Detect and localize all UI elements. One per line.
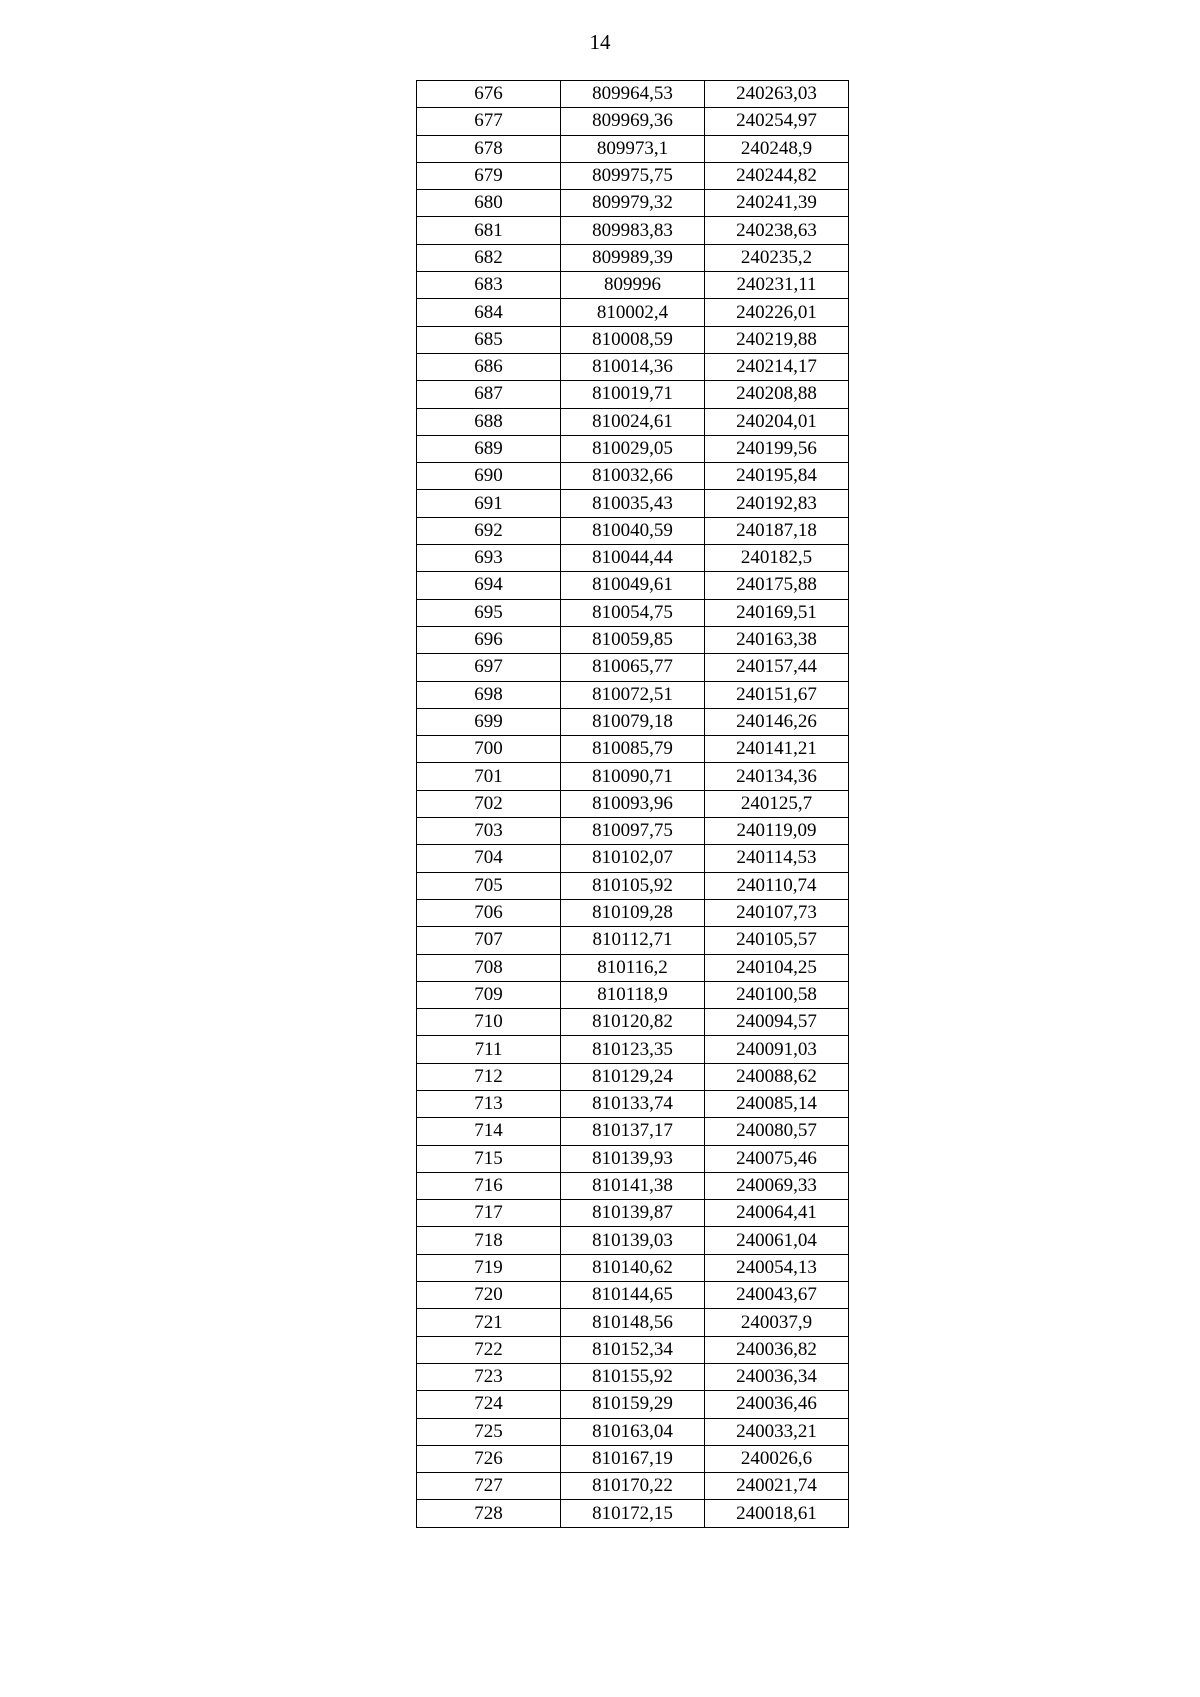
- table-row: [417, 217, 849, 244]
- point-number-cell: 696: [417, 626, 561, 653]
- table-row: [417, 1418, 849, 1445]
- point-number-cell: 708: [417, 954, 561, 981]
- table-row: [417, 517, 849, 544]
- y-coordinate-cell: 240061,04: [705, 1227, 849, 1254]
- y-coordinate-cell: 240036,82: [705, 1336, 849, 1363]
- table-row: [417, 954, 849, 981]
- point-number-cell: 701: [417, 763, 561, 790]
- y-coordinate-cell: 240231,11: [705, 272, 849, 299]
- x-coordinate-cell: 809989,39: [561, 244, 705, 271]
- y-coordinate-cell: 240226,01: [705, 299, 849, 326]
- y-coordinate-cell: 240043,67: [705, 1282, 849, 1309]
- y-coordinate-cell: 240125,7: [705, 790, 849, 817]
- point-number-cell: 719: [417, 1254, 561, 1281]
- y-coordinate-cell: 240244,82: [705, 162, 849, 189]
- x-coordinate-cell: 810139,93: [561, 1145, 705, 1172]
- x-coordinate-cell: 809979,32: [561, 190, 705, 217]
- point-number-cell: 721: [417, 1309, 561, 1336]
- table-row: [417, 190, 849, 217]
- y-coordinate-cell: 240036,46: [705, 1391, 849, 1418]
- point-number-cell: 717: [417, 1200, 561, 1227]
- table-row: [417, 1200, 849, 1227]
- point-number-cell: 695: [417, 599, 561, 626]
- point-number-cell: 678: [417, 135, 561, 162]
- y-coordinate-cell: 240037,9: [705, 1309, 849, 1336]
- point-number-cell: 693: [417, 545, 561, 572]
- x-coordinate-cell: 810024,61: [561, 408, 705, 435]
- x-coordinate-cell: 810120,82: [561, 1009, 705, 1036]
- point-number-cell: 683: [417, 272, 561, 299]
- table-row: [417, 381, 849, 408]
- point-number-cell: 690: [417, 463, 561, 490]
- point-number-cell: 691: [417, 490, 561, 517]
- y-coordinate-cell: 240104,25: [705, 954, 849, 981]
- table-row: [417, 162, 849, 189]
- x-coordinate-cell: 810065,77: [561, 654, 705, 681]
- y-coordinate-cell: 240085,14: [705, 1090, 849, 1117]
- x-coordinate-cell: 809964,53: [561, 81, 705, 108]
- point-number-cell: 720: [417, 1282, 561, 1309]
- x-coordinate-cell: 810044,44: [561, 545, 705, 572]
- y-coordinate-cell: 240214,17: [705, 353, 849, 380]
- table-row: [417, 1254, 849, 1281]
- point-number-cell: 685: [417, 326, 561, 353]
- table-row: [417, 299, 849, 326]
- x-coordinate-cell: 810140,62: [561, 1254, 705, 1281]
- x-coordinate-cell: 810019,71: [561, 381, 705, 408]
- y-coordinate-cell: 240100,58: [705, 981, 849, 1008]
- coordinates-table: [416, 80, 849, 1528]
- table-row: [417, 572, 849, 599]
- x-coordinate-cell: 810014,36: [561, 353, 705, 380]
- table-row: [417, 681, 849, 708]
- y-coordinate-cell: 240195,84: [705, 463, 849, 490]
- y-coordinate-cell: 240241,39: [705, 190, 849, 217]
- point-number-cell: 694: [417, 572, 561, 599]
- x-coordinate-cell: 810170,22: [561, 1473, 705, 1500]
- y-coordinate-cell: 240036,34: [705, 1363, 849, 1390]
- x-coordinate-cell: 810163,04: [561, 1418, 705, 1445]
- table-row: [417, 81, 849, 108]
- x-coordinate-cell: 810116,2: [561, 954, 705, 981]
- point-number-cell: 712: [417, 1063, 561, 1090]
- x-coordinate-cell: 810167,19: [561, 1445, 705, 1472]
- x-coordinate-cell: 810137,17: [561, 1118, 705, 1145]
- x-coordinate-cell: 810139,03: [561, 1227, 705, 1254]
- table-row: [417, 1009, 849, 1036]
- point-number-cell: 687: [417, 381, 561, 408]
- table-row: [417, 1036, 849, 1063]
- point-number-cell: 697: [417, 654, 561, 681]
- point-number-cell: 677: [417, 108, 561, 135]
- x-coordinate-cell: 810029,05: [561, 435, 705, 462]
- table-row: [417, 1063, 849, 1090]
- x-coordinate-cell: 810035,43: [561, 490, 705, 517]
- table-row: [417, 1500, 849, 1527]
- y-coordinate-cell: 240094,57: [705, 1009, 849, 1036]
- x-coordinate-cell: 810129,24: [561, 1063, 705, 1090]
- table-row: [417, 353, 849, 380]
- x-coordinate-cell: 810079,18: [561, 708, 705, 735]
- x-coordinate-cell: 810159,29: [561, 1391, 705, 1418]
- x-coordinate-cell: 809973,1: [561, 135, 705, 162]
- point-number-cell: 726: [417, 1445, 561, 1472]
- point-number-cell: 709: [417, 981, 561, 1008]
- point-number-cell: 702: [417, 790, 561, 817]
- x-coordinate-cell: 810002,4: [561, 299, 705, 326]
- table-row: [417, 818, 849, 845]
- table-row: [417, 545, 849, 572]
- x-coordinate-cell: 810032,66: [561, 463, 705, 490]
- x-coordinate-cell: 810085,79: [561, 736, 705, 763]
- y-coordinate-cell: 240199,56: [705, 435, 849, 462]
- y-coordinate-cell: 240114,53: [705, 845, 849, 872]
- x-coordinate-cell: 809983,83: [561, 217, 705, 244]
- table-row: [417, 1282, 849, 1309]
- point-number-cell: 716: [417, 1172, 561, 1199]
- point-number-cell: 725: [417, 1418, 561, 1445]
- table-row: [417, 626, 849, 653]
- point-number-cell: 703: [417, 818, 561, 845]
- y-coordinate-cell: 240105,57: [705, 927, 849, 954]
- x-coordinate-cell: 810040,59: [561, 517, 705, 544]
- point-number-cell: 711: [417, 1036, 561, 1063]
- coordinates-table-body: [417, 81, 849, 1528]
- y-coordinate-cell: 240064,41: [705, 1200, 849, 1227]
- point-number-cell: 728: [417, 1500, 561, 1527]
- x-coordinate-cell: 809969,36: [561, 108, 705, 135]
- y-coordinate-cell: 240146,26: [705, 708, 849, 735]
- point-number-cell: 727: [417, 1473, 561, 1500]
- y-coordinate-cell: 240119,09: [705, 818, 849, 845]
- point-number-cell: 679: [417, 162, 561, 189]
- table-row: [417, 872, 849, 899]
- x-coordinate-cell: 810054,75: [561, 599, 705, 626]
- table-row: [417, 108, 849, 135]
- table-row: [417, 1391, 849, 1418]
- table-row: [417, 463, 849, 490]
- y-coordinate-cell: 240187,18: [705, 517, 849, 544]
- point-number-cell: 724: [417, 1391, 561, 1418]
- table-row: [417, 927, 849, 954]
- point-number-cell: 676: [417, 81, 561, 108]
- x-coordinate-cell: 810148,56: [561, 1309, 705, 1336]
- x-coordinate-cell: 810139,87: [561, 1200, 705, 1227]
- y-coordinate-cell: 240026,6: [705, 1445, 849, 1472]
- y-coordinate-cell: 240175,88: [705, 572, 849, 599]
- point-number-cell: 682: [417, 244, 561, 271]
- x-coordinate-cell: 810141,38: [561, 1172, 705, 1199]
- x-coordinate-cell: 810008,59: [561, 326, 705, 353]
- x-coordinate-cell: 810093,96: [561, 790, 705, 817]
- x-coordinate-cell: 810105,92: [561, 872, 705, 899]
- y-coordinate-cell: 240157,44: [705, 654, 849, 681]
- table-row: [417, 1145, 849, 1172]
- y-coordinate-cell: 240033,21: [705, 1418, 849, 1445]
- table-row: [417, 1336, 849, 1363]
- table-row: [417, 1445, 849, 1472]
- point-number-cell: 714: [417, 1118, 561, 1145]
- table-row: [417, 244, 849, 271]
- point-number-cell: 722: [417, 1336, 561, 1363]
- point-number-cell: 713: [417, 1090, 561, 1117]
- y-coordinate-cell: 240088,62: [705, 1063, 849, 1090]
- point-number-cell: 692: [417, 517, 561, 544]
- y-coordinate-cell: 240091,03: [705, 1036, 849, 1063]
- point-number-cell: 705: [417, 872, 561, 899]
- x-coordinate-cell: 810144,65: [561, 1282, 705, 1309]
- table-row: [417, 708, 849, 735]
- y-coordinate-cell: 240021,74: [705, 1473, 849, 1500]
- y-coordinate-cell: 240204,01: [705, 408, 849, 435]
- point-number-cell: 699: [417, 708, 561, 735]
- point-number-cell: 689: [417, 435, 561, 462]
- point-number-cell: 718: [417, 1227, 561, 1254]
- y-coordinate-cell: 240080,57: [705, 1118, 849, 1145]
- x-coordinate-cell: 810123,35: [561, 1036, 705, 1063]
- y-coordinate-cell: 240235,2: [705, 244, 849, 271]
- point-number-cell: 723: [417, 1363, 561, 1390]
- x-coordinate-cell: 810049,61: [561, 572, 705, 599]
- y-coordinate-cell: 240134,36: [705, 763, 849, 790]
- table-row: [417, 845, 849, 872]
- x-coordinate-cell: 810097,75: [561, 818, 705, 845]
- x-coordinate-cell: 810059,85: [561, 626, 705, 653]
- point-number-cell: 698: [417, 681, 561, 708]
- x-coordinate-cell: 809996: [561, 272, 705, 299]
- x-coordinate-cell: 810133,74: [561, 1090, 705, 1117]
- x-coordinate-cell: 809975,75: [561, 162, 705, 189]
- x-coordinate-cell: 810109,28: [561, 899, 705, 926]
- point-number-cell: 684: [417, 299, 561, 326]
- point-number-cell: 704: [417, 845, 561, 872]
- table-row: [417, 435, 849, 462]
- table-row: [417, 1172, 849, 1199]
- table-row: [417, 1473, 849, 1500]
- x-coordinate-cell: 810152,34: [561, 1336, 705, 1363]
- x-coordinate-cell: 810102,07: [561, 845, 705, 872]
- x-coordinate-cell: 810118,9: [561, 981, 705, 1008]
- x-coordinate-cell: 810172,15: [561, 1500, 705, 1527]
- table-row: [417, 736, 849, 763]
- table-row: [417, 408, 849, 435]
- y-coordinate-cell: 240151,67: [705, 681, 849, 708]
- y-coordinate-cell: 240219,88: [705, 326, 849, 353]
- x-coordinate-cell: 810155,92: [561, 1363, 705, 1390]
- y-coordinate-cell: 240141,21: [705, 736, 849, 763]
- point-number-cell: 715: [417, 1145, 561, 1172]
- y-coordinate-cell: 240254,97: [705, 108, 849, 135]
- y-coordinate-cell: 240192,83: [705, 490, 849, 517]
- table-row: [417, 790, 849, 817]
- point-number-cell: 710: [417, 1009, 561, 1036]
- table-row: [417, 599, 849, 626]
- point-number-cell: 688: [417, 408, 561, 435]
- table-row: [417, 1090, 849, 1117]
- y-coordinate-cell: 240110,74: [705, 872, 849, 899]
- y-coordinate-cell: 240069,33: [705, 1172, 849, 1199]
- y-coordinate-cell: 240075,46: [705, 1145, 849, 1172]
- y-coordinate-cell: 240107,73: [705, 899, 849, 926]
- y-coordinate-cell: 240054,13: [705, 1254, 849, 1281]
- y-coordinate-cell: 240018,61: [705, 1500, 849, 1527]
- point-number-cell: 680: [417, 190, 561, 217]
- table-row: [417, 899, 849, 926]
- table-row: [417, 1227, 849, 1254]
- point-number-cell: 707: [417, 927, 561, 954]
- table-row: [417, 490, 849, 517]
- y-coordinate-cell: 240263,03: [705, 81, 849, 108]
- y-coordinate-cell: 240208,88: [705, 381, 849, 408]
- table-row: [417, 1363, 849, 1390]
- x-coordinate-cell: 810112,71: [561, 927, 705, 954]
- point-number-cell: 706: [417, 899, 561, 926]
- x-coordinate-cell: 810090,71: [561, 763, 705, 790]
- y-coordinate-cell: 240163,38: [705, 626, 849, 653]
- table-row: [417, 272, 849, 299]
- y-coordinate-cell: 240248,9: [705, 135, 849, 162]
- table-row: [417, 326, 849, 353]
- table-row: [417, 654, 849, 681]
- point-number-cell: 700: [417, 736, 561, 763]
- table-row: [417, 981, 849, 1008]
- point-number-cell: 686: [417, 353, 561, 380]
- page-number: 14: [589, 30, 611, 54]
- y-coordinate-cell: 240169,51: [705, 599, 849, 626]
- y-coordinate-cell: 240182,5: [705, 545, 849, 572]
- point-number-cell: 681: [417, 217, 561, 244]
- x-coordinate-cell: 810072,51: [561, 681, 705, 708]
- table-row: [417, 1309, 849, 1336]
- table-row: [417, 1118, 849, 1145]
- table-row: [417, 135, 849, 162]
- y-coordinate-cell: 240238,63: [705, 217, 849, 244]
- table-row: [417, 763, 849, 790]
